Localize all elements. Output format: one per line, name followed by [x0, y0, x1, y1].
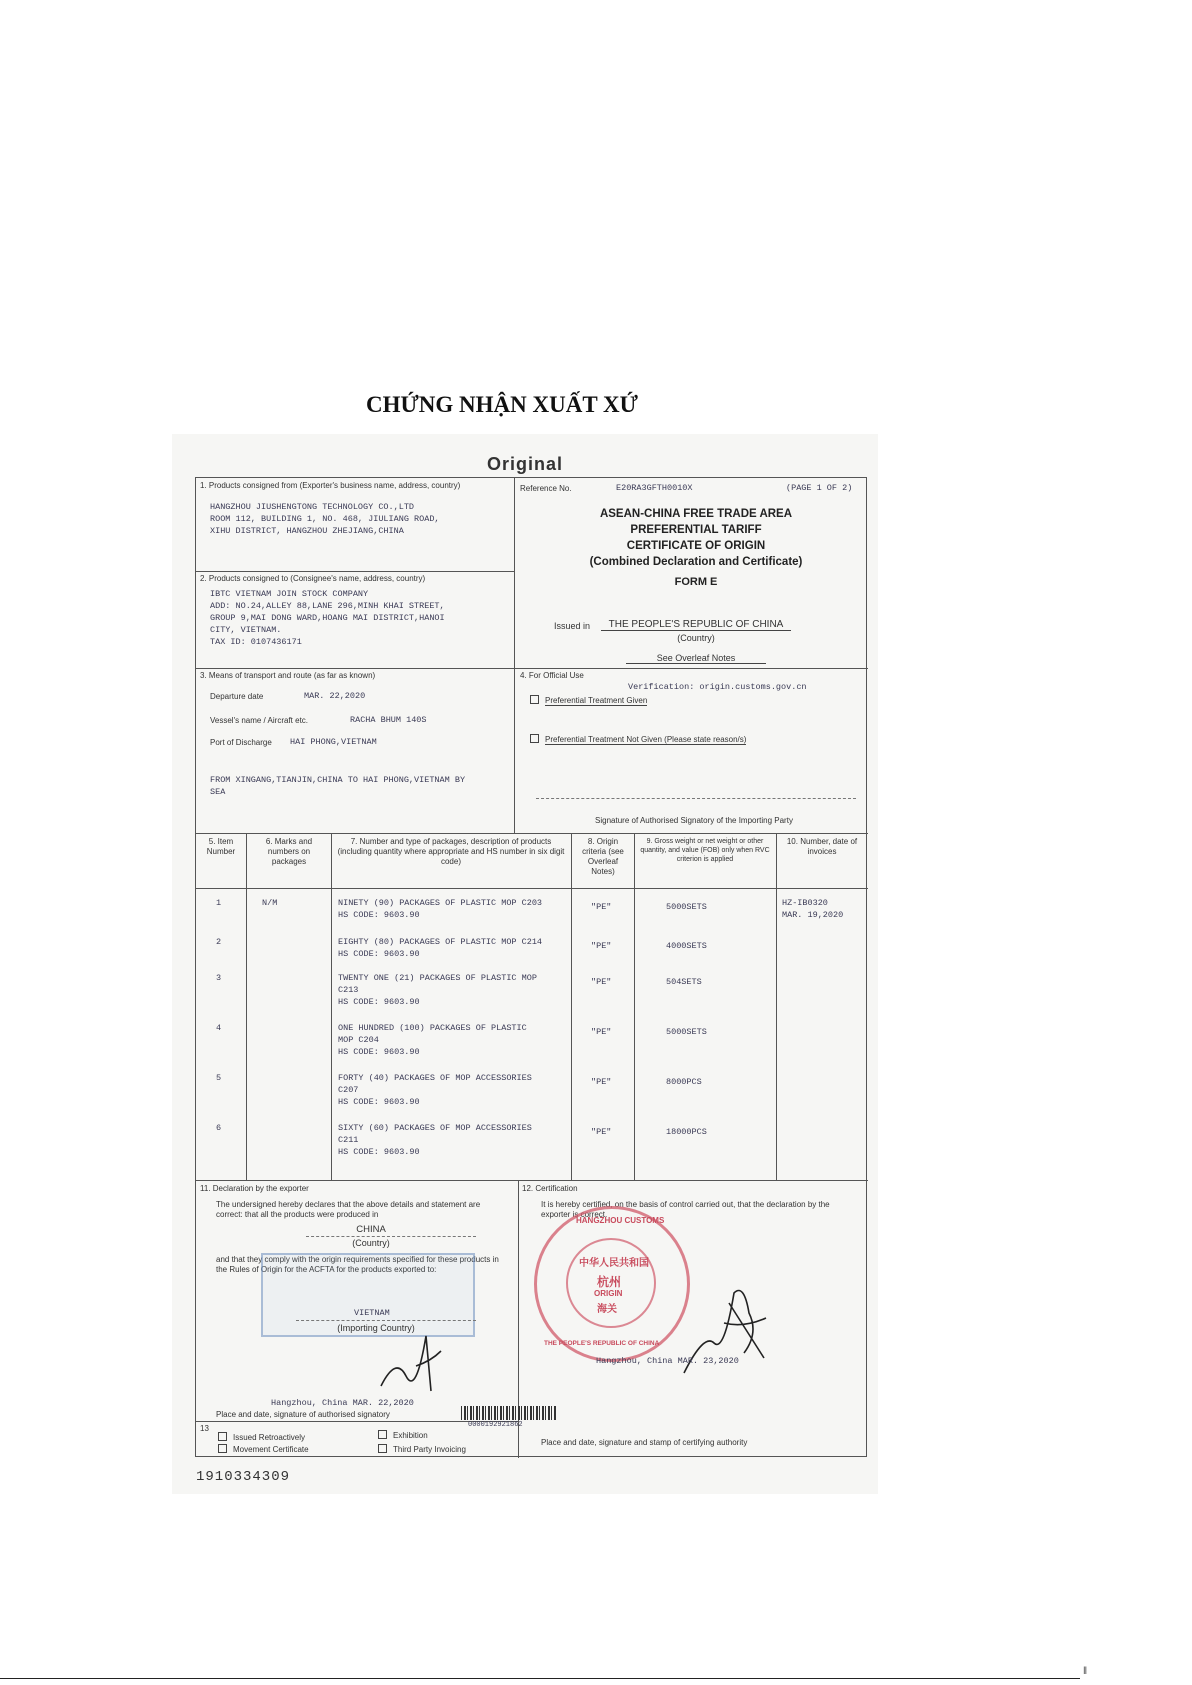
importing-country: VIETNAM [354, 1308, 390, 1318]
declaration-text-1: The undersigned hereby declares that the above details and statement are correct: that all the products were produced in [216, 1200, 481, 1219]
seal-bottom-text: THE PEOPLE'S REPUBLIC OF CHINA [544, 1340, 660, 1347]
departure-date: MAR. 22,2020 [304, 691, 366, 701]
header-weight: 9. Gross weight or net weight or other quantity, and value (FOB) only when RVC criterion is applied [640, 838, 770, 863]
issued-retro-option [218, 1432, 305, 1443]
route-line-1: FROM XINGANG,TIANJIN,CHINA TO HAI PHONG,VIETNAM BY [210, 775, 466, 785]
exporter-line-2: ROOM 112, BUILDING 1, NO. 468, JIULIANG ROAD, [210, 514, 440, 524]
box3-label: 3. Means of transport and route (as far as known) [200, 671, 376, 680]
item-hs-code: HS CODE: 9603.90 [338, 1097, 420, 1107]
item-quantity: 504SETS [666, 977, 702, 987]
item-description-2: MOP C204 [338, 1035, 379, 1045]
movement-option [218, 1444, 309, 1455]
item-criteria: "PE" [591, 902, 612, 912]
item-criteria: "PE" [591, 1127, 612, 1137]
box11-label: 11. Declaration by the exporter [200, 1184, 309, 1193]
item-number: 1 [216, 898, 222, 908]
item-quantity: 4000SETS [666, 941, 707, 951]
item-quantity: 5000SETS [666, 902, 707, 912]
third-party-checkbox[interactable] [378, 1444, 387, 1453]
item-criteria: "PE" [591, 977, 612, 987]
box13-label: 13 [200, 1424, 209, 1433]
form-e-certificate [195, 477, 867, 1457]
box2-label: 2. Products consigned to (Consignee's name, address, country) [200, 574, 426, 583]
overleaf-notes: See Overleaf Notes [626, 653, 766, 664]
title-line-1: ASEAN-CHINA FREE TRADE AREA [599, 508, 793, 520]
port-label: Port of Discharge [210, 738, 272, 747]
exporter-signature [376, 1316, 446, 1396]
exporter-place-date: Hangzhou, China MAR. 22,2020 [271, 1398, 414, 1408]
item-number: 2 [216, 937, 222, 947]
item-number: 3 [216, 973, 222, 983]
certificate-title [526, 506, 866, 570]
item-number: 5 [216, 1073, 222, 1083]
verification-url: Verification: origin.customs.gov.cn [628, 682, 807, 692]
header-item: 5. Item Number [206, 837, 236, 856]
header-invoice: 10. Number, date of invoices [786, 837, 858, 856]
item-description: ONE HUNDRED (100) PACKAGES OF PLASTIC [338, 1023, 527, 1033]
retro-text: Issued Retroactively [233, 1433, 306, 1442]
declaration-country-label: (Country) [352, 1238, 390, 1248]
vessel-label: Vessel's name / Aircraft etc. [210, 716, 309, 725]
certifier-place-label: Place and date, signature and stamp of certifying authority [541, 1438, 748, 1447]
issued-country: THE PEOPLE'S REPUBLIC OF CHINA [601, 620, 791, 631]
given-checkbox[interactable] [530, 695, 539, 704]
barcode-number: 0000192921862 [468, 1421, 523, 1429]
header-description: 7. Number and type of packages, description of products (including quantity where appropriate and HS number in six digit code) [337, 837, 565, 866]
box1-label: 1. Products consigned from (Exporter's business name, address, country) [200, 481, 461, 490]
exporter-place-label: Place and date, signature of authorised signatory [216, 1410, 390, 1419]
item-description: NINETY (90) PACKAGES OF PLASTIC MOP C203 [338, 898, 543, 908]
barcode-icon [461, 1406, 557, 1420]
item-description-2: C213 [338, 985, 359, 995]
route-line-2: SEA [210, 787, 226, 797]
certificate-scan [172, 434, 878, 1494]
exhibition-option [378, 1430, 428, 1441]
invoice-number: HZ-IB0320 [782, 898, 828, 908]
form-e-label: FORM E [674, 576, 718, 588]
item-hs-code: HS CODE: 9603.90 [338, 1047, 420, 1057]
item-number: 6 [216, 1123, 222, 1133]
item-hs-code: HS CODE: 9603.90 [338, 997, 420, 1007]
importing-country-label: (Importing Country) [337, 1323, 415, 1333]
exporter-line-3: XIHU DISTRICT, HANGZHOU ZHEJIANG,CHINA [210, 526, 404, 536]
third-party-text: Third Party Invoicing [393, 1445, 466, 1454]
item-number: 4 [216, 1023, 222, 1033]
item-description-2: C207 [338, 1085, 359, 1095]
item-quantity: 8000PCS [666, 1077, 702, 1087]
item-quantity: 5000SETS [666, 1027, 707, 1037]
consignee-line-1: IBTC VIETNAM JOIN STOCK COMPANY [210, 589, 369, 599]
certification-text: It is hereby certified, on the basis of control carried out, that the declaration by the exporter is correct. [541, 1200, 830, 1219]
third-party-option [378, 1444, 466, 1455]
item-hs-code: HS CODE: 9603.90 [338, 949, 420, 959]
title-line-3: CERTIFICATE OF ORIGIN [626, 540, 766, 552]
consignee-line-5: TAX ID: 0107436171 [210, 637, 302, 647]
vessel-name: RACHA BHUM 140S [350, 715, 427, 725]
item-quantity: 18000PCS [666, 1127, 707, 1137]
reference-label: Reference No. [520, 484, 572, 493]
importing-signature-label: Signature of Authorised Signatory of the Importing Party [595, 816, 793, 825]
document-number: 1910334309 [196, 1469, 291, 1485]
page-indicator: (PAGE 1 OF 2) [786, 483, 853, 493]
box12-label: 12. Certification [522, 1184, 578, 1193]
port-of-discharge: HAI PHONG,VIETNAM [290, 737, 377, 747]
page-heading: CHỨNG NHẬN XUẤT XỨ [366, 392, 638, 417]
issued-in-label: Issued in [554, 621, 591, 631]
movement-checkbox[interactable] [218, 1444, 227, 1453]
consignee-line-4: CITY, VIETNAM. [210, 625, 282, 635]
marks-value: N/M [262, 898, 278, 908]
consignee-line-3: GROUP 9,MAI DONG WARD,HOANG MAI DISTRICT,HANOI [210, 613, 445, 623]
exhibition-text: Exhibition [393, 1431, 428, 1440]
title-line-4: (Combined Declaration and Certificate) [589, 556, 803, 568]
not-given-checkbox[interactable] [530, 734, 539, 743]
exporter-line-1: HANGZHOU JIUSHENGTONG TECHNOLOGY CO.,LTD [210, 502, 415, 512]
original-label: Original [486, 454, 563, 474]
invoice-date: MAR. 19,2020 [782, 910, 844, 920]
item-criteria: "PE" [591, 1077, 612, 1087]
declaration-text-2: and that they comply with the origin requirements specified for these products in the Rules of Origin for the ACFTA for the products exported to: [216, 1255, 499, 1274]
reference-number: E20RA3GFTH0010X [616, 483, 693, 493]
departure-label: Departure date [210, 692, 264, 701]
footer-marker: ‖ [1083, 1666, 1088, 1677]
given-text: Preferential Treatment Given [545, 696, 648, 705]
footer-divider [0, 1678, 1080, 1679]
treatment-given [530, 695, 647, 706]
item-description: EIGHTY (80) PACKAGES OF PLASTIC MOP C214 [338, 937, 543, 947]
issued-country-label: (Country) [677, 633, 715, 643]
header-criteria: 8. Origin criteria (see Overleaf Notes) [582, 837, 624, 876]
box4-label: 4. For Official Use [520, 671, 584, 680]
treatment-not-given [530, 734, 746, 745]
item-hs-code: HS CODE: 9603.90 [338, 910, 420, 920]
declaration-country: CHINA [356, 1224, 386, 1235]
seal-city-text: 杭州 [597, 1275, 622, 1289]
item-criteria: "PE" [591, 941, 612, 951]
retro-checkbox[interactable] [218, 1432, 227, 1441]
item-description: SIXTY (60) PACKAGES OF MOP ACCESSORIES [338, 1123, 532, 1133]
certifier-place-date: Hangzhou, China MAR. 23,2020 [596, 1356, 739, 1366]
seal-cn-text: 中华人民共和国 [579, 1258, 649, 1269]
seal-top-text: HANGZHOU CUSTOMS [576, 1216, 665, 1225]
item-criteria: "PE" [591, 1027, 612, 1037]
item-hs-code: HS CODE: 9603.90 [338, 1147, 420, 1157]
movement-text: Movement Certificate [233, 1445, 309, 1454]
consignee-line-2: ADD: NO.24,ALLEY 88,LANE 296,MINH KHAI STREET, [210, 601, 445, 611]
item-description: FORTY (40) PACKAGES OF MOP ACCESSORIES [338, 1073, 532, 1083]
not-given-text: Preferential Treatment Not Given (Please state reason/s) [545, 735, 747, 744]
item-description-2: C211 [338, 1135, 359, 1145]
seal-haiguan-text: 海关 [597, 1304, 617, 1315]
exhibition-checkbox[interactable] [378, 1430, 387, 1439]
header-marks: 6. Marks and numbers on packages [265, 837, 313, 866]
seal-origin-text: ORIGIN [594, 1289, 623, 1298]
title-line-2: PREFERENTIAL TARIFF [630, 524, 762, 536]
item-description: TWENTY ONE (21) PACKAGES OF PLASTIC MOP [338, 973, 537, 983]
